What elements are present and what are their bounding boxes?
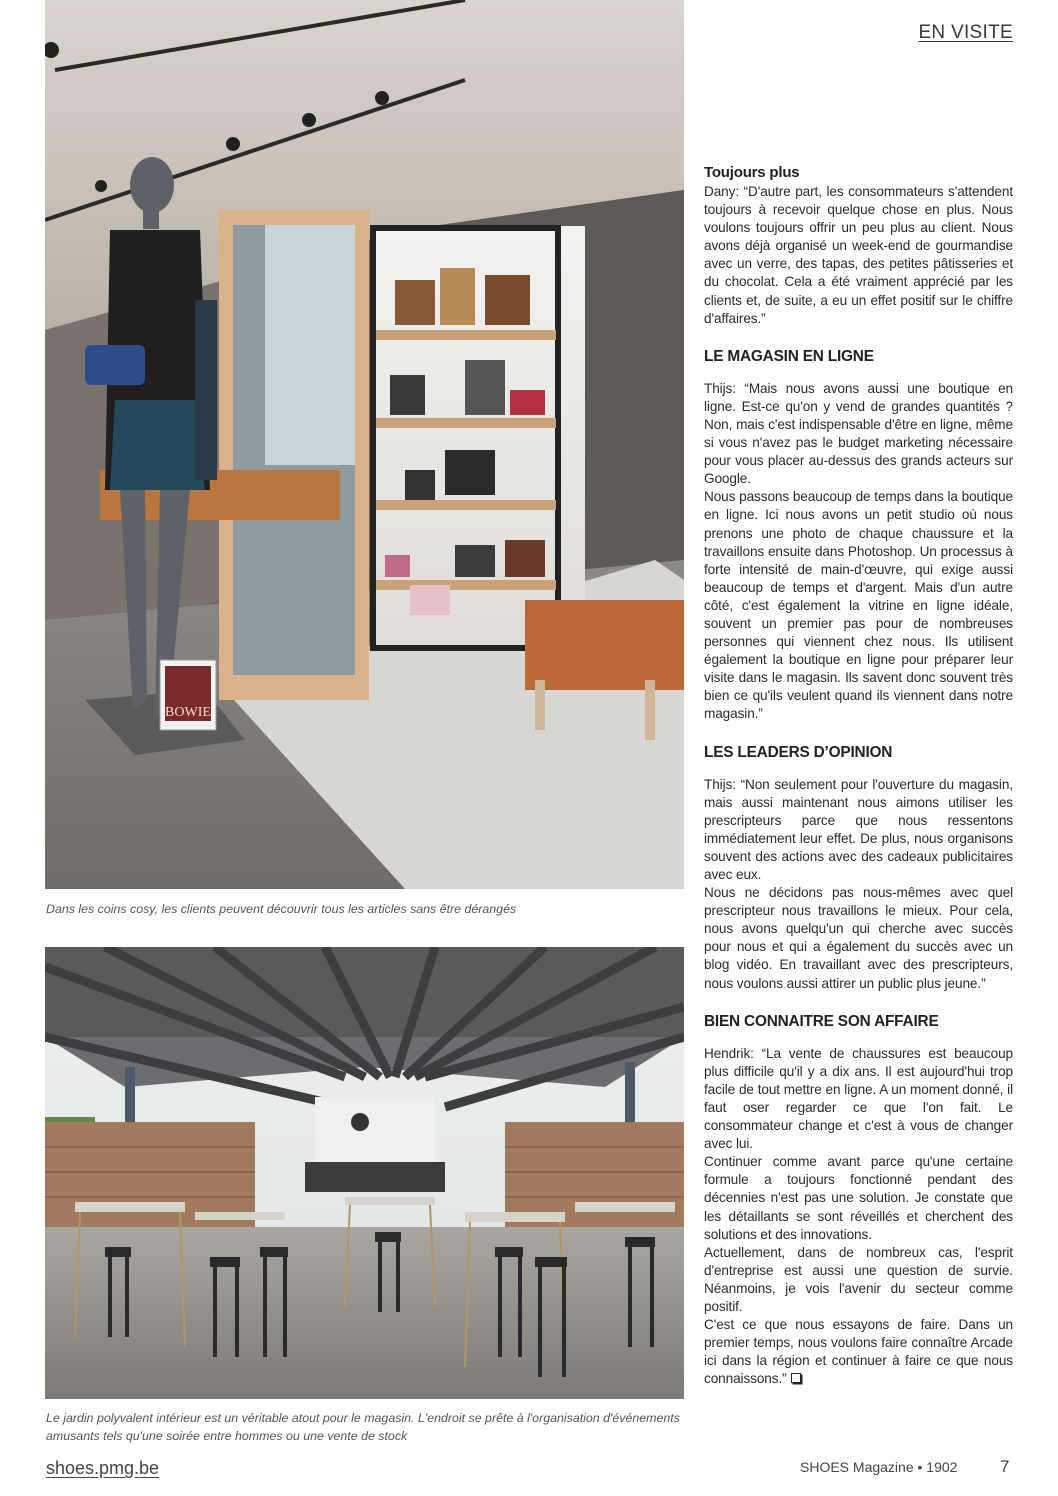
paragraph: Continuer comme avant parce qu'une certaine formule a toujours fonctionné pendant des décennies n'est pas une solution. Je constate que les détaillants se sont réveillés et cherchent des solutions et des innovations. (704, 1154, 1013, 1242)
end-of-article-icon (791, 1373, 801, 1383)
magazine-stand-title: BOWIE (165, 705, 211, 720)
paragraph: Dany: “D'autre part, les consommateurs s'attendent toujours à recevoir quelque chose en plus. Nous voulons toujours offrir un peu plus au client. Nous avons déjà organisé un week-end de gourmandise avec un verre, des tapas, des petites pâtisseries et du chocolat. Cela a été vraiment apprécié par les clients et, de suite, a eu un effet positif sur le chiffre d'affaires.” (704, 184, 1013, 326)
paragraph: Thijs: “Mais nous avons aussi une boutique en ligne. Est-ce qu'on y vend de grandes quantités ? Non, mais c'est indispensable d'être en ligne, même si vous n'avez pas le budget marketing nécessaire pour vous placer au-dessus des grands acteurs sur Google. (704, 380, 1013, 487)
paragraph-final (704, 1316, 1013, 1388)
section-heading-leaders-opinion: LES LEADERS D’OPINION (704, 743, 893, 761)
footer-website-link[interactable]: shoes.pmg.be (46, 1458, 160, 1478)
footer-magazine-issue: SHOES Magazine • 1902 (800, 1459, 958, 1475)
paragraph-final-text: C'est ce que nous essayons de faire. Dans un premier temps, nous voulons faire connaître Arcade ici dans la région et continuer à faire ce que nous connaissons.” (704, 1317, 1013, 1387)
paragraph: Hendrik: “La vente de chaussures est beaucoup plus difficile qu'il y a dix ans. Il est aujourd'hui trop facile de tout mettre en ligne. A un moment donné, il faut oser regarder ce que l'on fait. Le consommateur change et c'est à vous de changer avec lui. (704, 1045, 1013, 1152)
section-tag: EN VISITE (918, 22, 1013, 43)
shop-interior-caption: Dans les coins cosy, les clients peuvent découvrir tous les articles sans être dérangés (46, 902, 517, 916)
paragraph: Thijs: “Non seulement pour l'ouverture du magasin, mais aussi maintenant nous aimons utiliser les prescripteurs parce que nous ressentons immédiatement leur effet. De plus, nous organisons souvent des actions avec des cadeaux publicitaires avec eux. (704, 776, 1013, 882)
shop-interior-photo (45, 0, 684, 889)
page-number: 7 (1000, 1457, 1010, 1476)
paragraph: Nous passons beaucoup de temps dans la boutique en ligne. Ici nous avons un petit studio où nous prenons une photo de chaque chaussure et la travaillons ensuite dans Photoshop. Un processus à forte intensité de main-d'œuvre, qui exige aussi beaucoup de temps et d'argent. Mais d'un autre côté, c'est également la vitrine en ligne idéale, souvent un premier pas pour de nombreuses personnes qui viennent chez nous. Ils utilisent également la boutique en ligne pour préparer leur visite dans le magasin. Ils savent donc souvent très bien ce qu'ils veulent quand ils viennent dans notre magasin.” (704, 489, 1013, 722)
section-heading-toujours-plus: Toujours plus (704, 164, 800, 181)
article-column (704, 162, 1013, 1388)
paragraph: Nous ne décidons pas nous-mêmes avec quel prescripteur nous travaillons le mieux. Pour cela, nous avons quelqu'un qui cherche avec succès pour nous et qui a également du succès avec un blog vidéo. En travaillant avec des prescripteurs, nous voulons aussi attirer un public plus jeune.” (704, 885, 1013, 991)
section-heading-magasin-en-ligne: LE MAGASIN EN LIGNE (704, 347, 874, 365)
paragraph: Actuellement, dans de nombreux cas, l'esprit d'entreprise est aussi une question de survie. Néanmoins, je vois l'avenir du secteur comme positif. (704, 1244, 1013, 1314)
section-heading-bien-connaitre: BIEN CONNAITRE SON AFFAIRE (704, 1012, 939, 1030)
garden-photo (45, 947, 684, 1399)
garden-caption: Le jardin polyvalent intérieur est un véritable atout pour le magasin. L'endroit se prête à l'organisation d'événements amusants tels qu'une soirée entre hommes ou une vente de stock (46, 1411, 680, 1443)
